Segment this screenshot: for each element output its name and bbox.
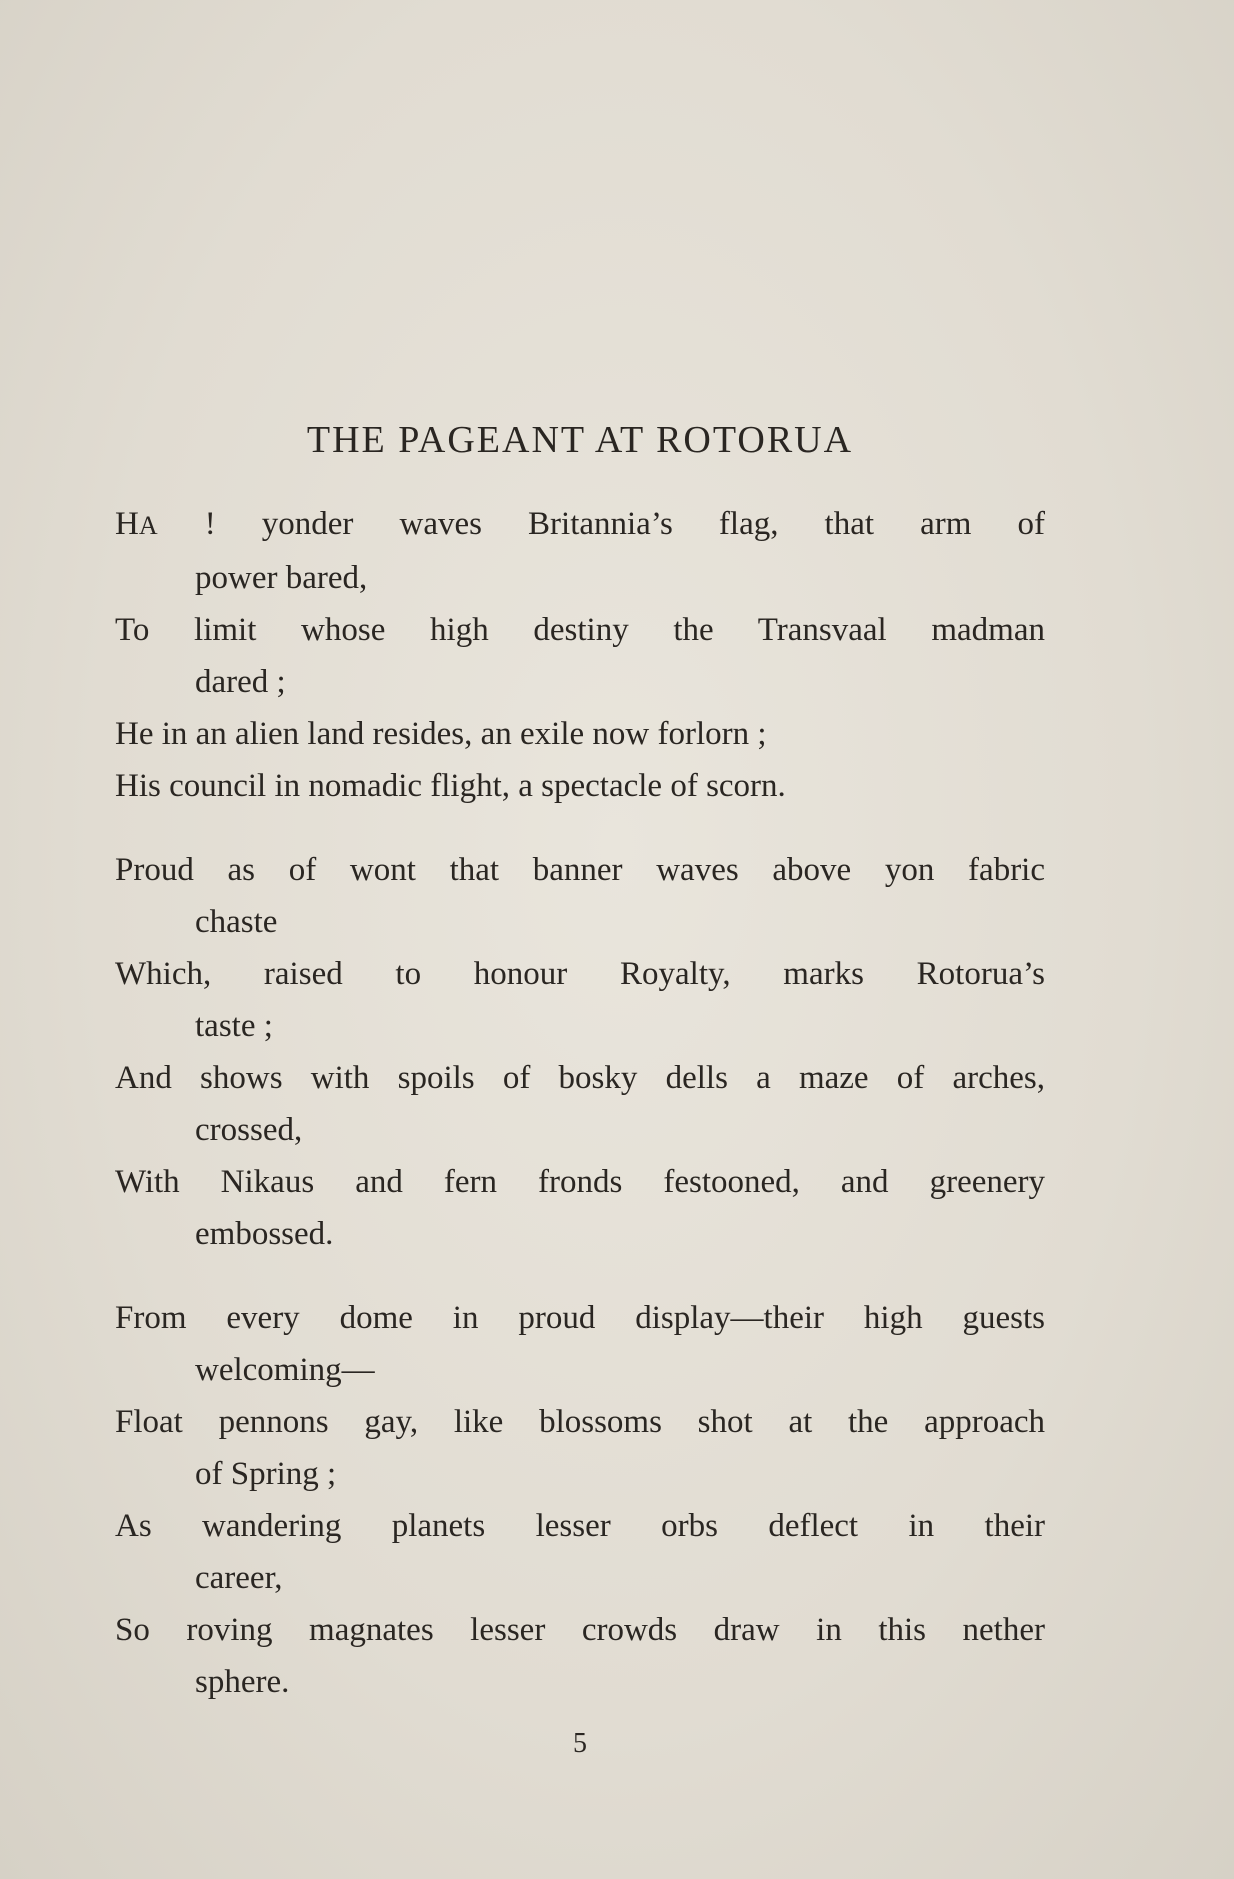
verse-continuation: sphere. (195, 1664, 290, 1700)
stanza-2 (115, 844, 1045, 1260)
verse-line: To limit whose high destiny the Transvaal madman (115, 612, 1045, 648)
verse-continuation: of Spring ; (195, 1456, 337, 1492)
drop-initial: H (115, 506, 139, 542)
verse-line: Which, raised to honour Royalty, marks Rotorua’s (115, 956, 1045, 992)
verse-line: From every dome in proud display—their high guests (115, 1300, 1045, 1336)
poem-title: THE PAGEANT AT ROTORUA (306, 419, 854, 461)
small-caps: A (138, 511, 159, 540)
verse-line: And shows with spoils of bosky dells a maze of arches, (115, 1060, 1045, 1096)
verse-continuation: taste ; (195, 1008, 273, 1044)
verse-continuation: welcoming— (195, 1352, 375, 1388)
page-number: 5 (573, 1728, 587, 1759)
verse-continuation: crossed, (195, 1112, 303, 1148)
poem-body (115, 498, 1045, 1740)
stanza-1 (115, 498, 1045, 812)
verse-line: As wandering planets lesser orbs deflect in their (115, 1508, 1045, 1544)
verse-line: Float pennons gay, like blossoms shot at the approach (115, 1404, 1045, 1440)
verse-continuation: career, (195, 1560, 283, 1596)
verse-line (115, 498, 1045, 552)
verse-line: With Nikaus and fern fronds festooned, and greenery (115, 1164, 1045, 1200)
verse-text: ! yonder waves Britannia’s flag, that arm of (158, 506, 1045, 542)
stanza-3 (115, 1292, 1045, 1708)
verse-continuation: chaste (195, 904, 278, 940)
verse-line: Proud as of wont that banner waves above yon fabric (115, 852, 1045, 888)
verse-line: His council in nomadic flight, a spectacle of scorn. (115, 768, 786, 804)
verse-continuation: dared ; (195, 664, 286, 700)
verse-line: He in an alien land resides, an exile now forlorn ; (115, 716, 767, 752)
verse-line: So roving magnates lesser crowds draw in this nether (115, 1612, 1045, 1648)
verse-continuation: power bared, (195, 560, 368, 596)
verse-continuation: embossed. (195, 1216, 334, 1252)
